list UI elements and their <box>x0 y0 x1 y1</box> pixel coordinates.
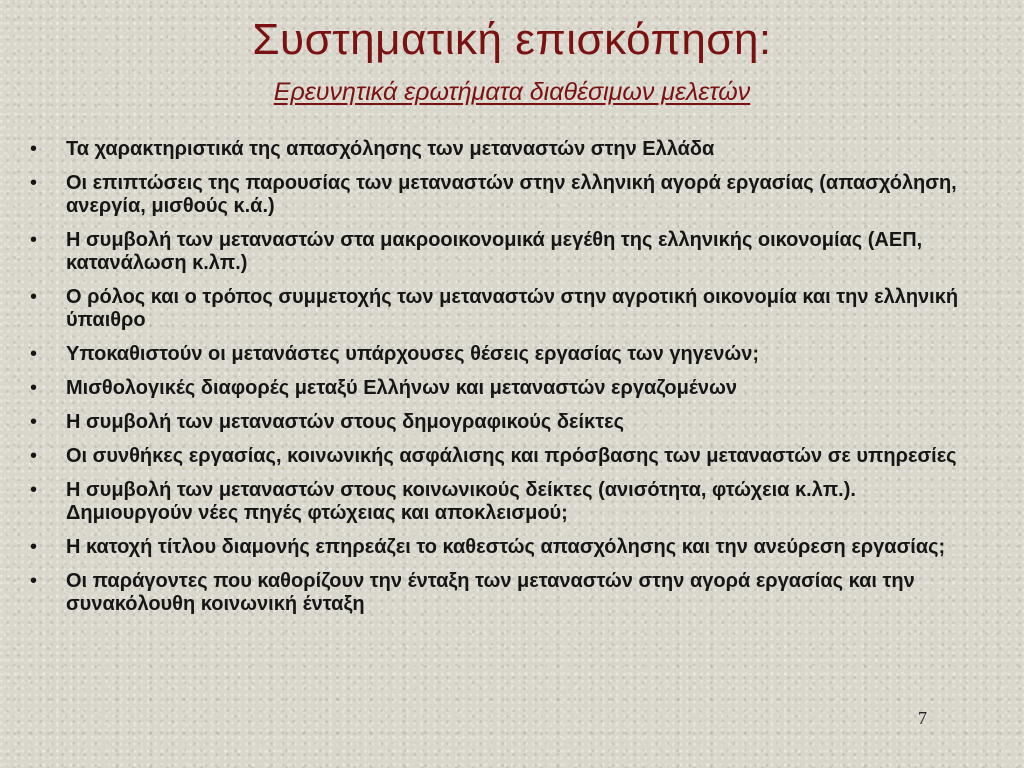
slide-subtitle: Ερευνητικά ερωτήματα διαθέσιμων μελετών <box>273 78 751 106</box>
bullet-text: Υποκαθιστούν οι μετανάστες υπάρχουσες θέσεις εργασίας των γηγενών; <box>66 343 760 365</box>
bullet-text: Ο ρόλος και ο τρόπος συμμετοχής των μεταναστών στην αγροτική οικονομία και την ελληνική ύπαιθρο <box>66 286 959 331</box>
slide-title: Συστηματική επισκόπηση: <box>252 15 772 64</box>
bullet-text: Η συμβολή των μεταναστών στους κοινωνικούς δείκτες (ανισότητα, φτώχεια κ.λπ.). Δημιουργούν νέες πηγές φτώχειας και αποκλεισμού; <box>66 479 856 524</box>
bullet-text: Μισθολογικές διαφορές μεταξύ Ελλήνων και μεταναστών εργαζομένων <box>66 377 738 399</box>
bullet-text: Η κατοχή τίτλου διαμονής επηρεάζει το καθεστώς απασχόλησης και την ανεύρεση εργασίας; <box>66 536 946 558</box>
bullet-item <box>26 138 986 161</box>
bullet-item <box>26 343 986 366</box>
bullet-marker: • <box>30 138 38 160</box>
bullet-item <box>26 445 986 468</box>
bullet-text: Τα χαρακτηριστικά της απασχόλησης των μεταναστών στην Ελλάδα <box>66 138 715 160</box>
bullet-marker: • <box>30 172 38 194</box>
bullet-item <box>26 479 986 525</box>
bullet-text: Η συμβολή των μεταναστών στα μακροοικονομικά μεγέθη της ελληνικής οικονομίας (ΑΕΠ, κατανάλωση κ.λπ.) <box>66 229 923 274</box>
bullet-item <box>26 229 986 275</box>
bullet-item <box>26 536 986 559</box>
page-number: 7 <box>918 708 927 728</box>
bullet-item <box>26 286 986 332</box>
bullet-marker: • <box>30 286 38 308</box>
bullet-marker: • <box>30 229 38 251</box>
bullet-item <box>26 377 986 400</box>
bullet-item <box>26 172 986 218</box>
bullet-marker: • <box>30 445 38 467</box>
bullet-text: Οι παράγοντες που καθορίζουν την ένταξη των μεταναστών στην αγορά εργασίας και την συνακόλουθη κοινωνική ένταξη <box>66 570 915 615</box>
bullet-marker: • <box>30 411 38 433</box>
bullet-marker: • <box>30 570 38 592</box>
bullet-marker: • <box>30 377 38 399</box>
bullet-marker: • <box>30 479 38 501</box>
bullet-item <box>26 570 986 616</box>
bullet-text: Η συμβολή των μεταναστών στους δημογραφικούς δείκτες <box>66 411 625 433</box>
bullet-item <box>26 411 986 434</box>
bullet-text: Οι συνθήκες εργασίας, κοινωνικής ασφάλισης και πρόσβασης των μεταναστών σε υπηρεσίες <box>66 445 957 467</box>
bullet-text: Οι επιπτώσεις της παρουσίας των μεταναστών στην ελληνική αγορά εργασίας (απασχόληση, ανεργία, μισθούς κ.ά.) <box>66 172 957 217</box>
bullet-list <box>26 138 986 627</box>
bullet-marker: • <box>30 343 38 365</box>
bullet-marker: • <box>30 536 38 558</box>
